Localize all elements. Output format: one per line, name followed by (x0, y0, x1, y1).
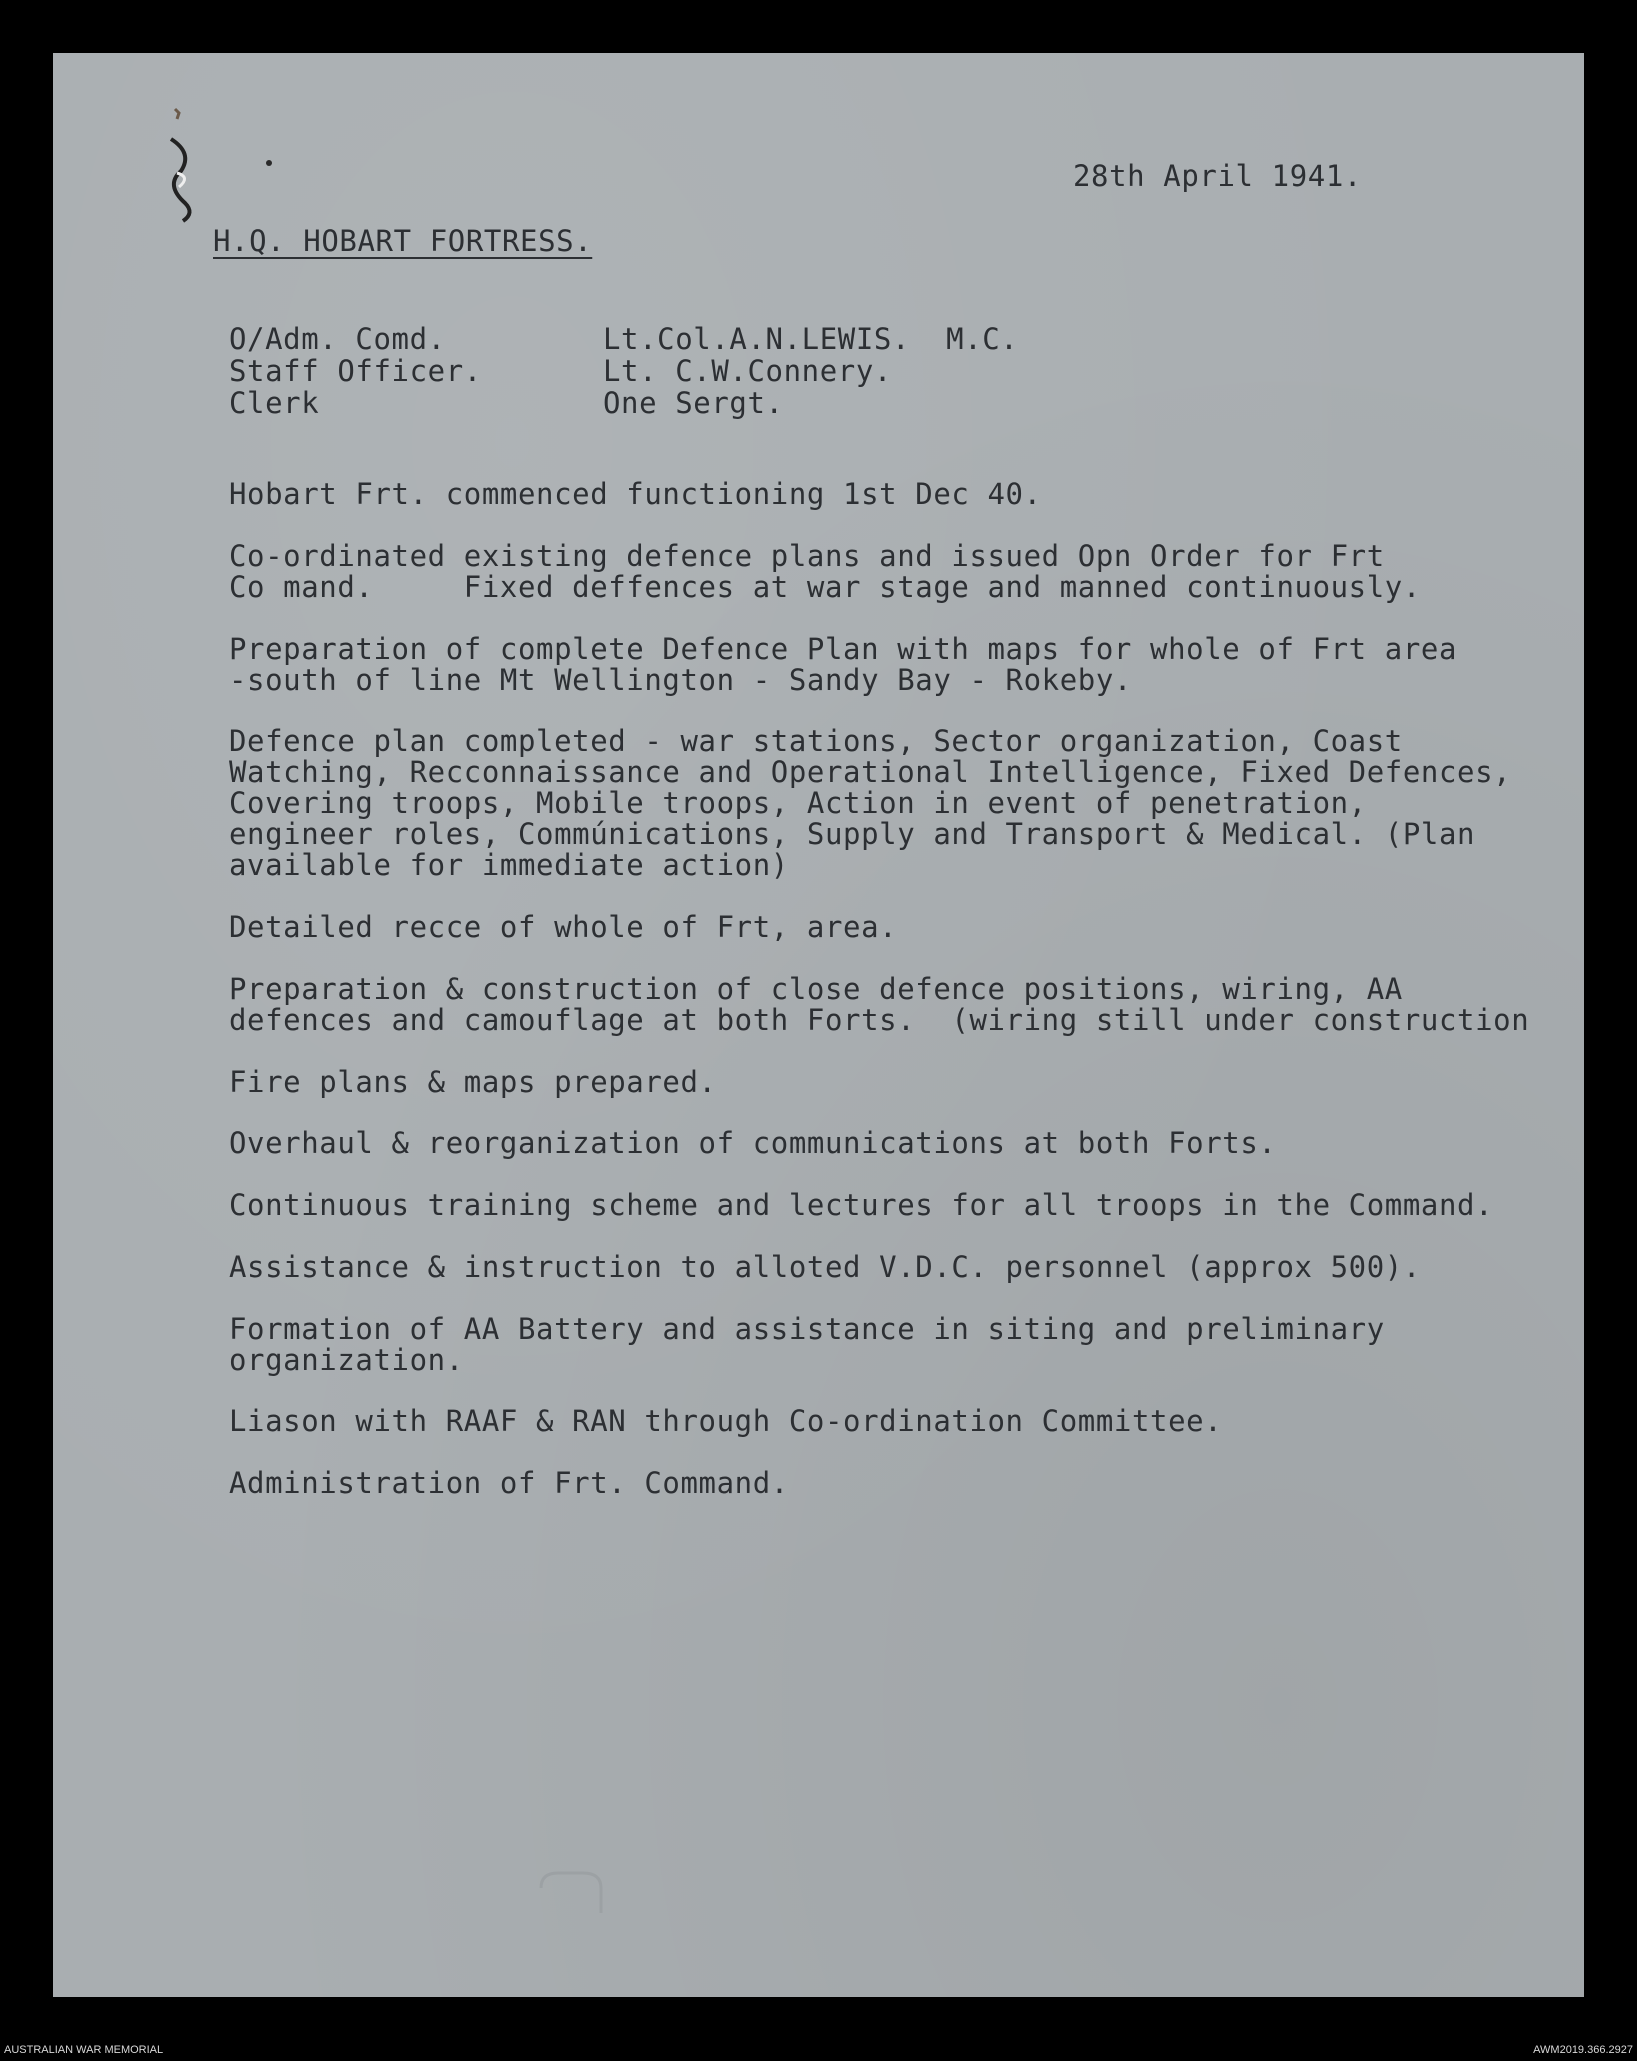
rust-spot (175, 109, 179, 119)
staff-role-clerk: Clerk (229, 386, 320, 420)
paragraph-line: defences and camouflage at both Forts. (wiring still under construction (229, 1003, 1530, 1037)
paragraph-line: available for immediate action) (229, 848, 789, 882)
paragraph-line: Watching, Recconnaissance and Operational Intelligence, Fixed Defences, (229, 755, 1512, 789)
staff-name-clerk: One Sergt. (603, 386, 784, 420)
paragraph-line: Defence plan completed - war stations, Sector organization, Coast (229, 724, 1403, 758)
paragraph-line: Liason with RAAF & RAN through Co-ordination Committee. (229, 1404, 1223, 1438)
paragraph-line: Covering troops, Mobile troops, Action in event of penetration, (229, 786, 1367, 820)
paragraph-line: -south of line Mt Wellington - Sandy Bay - Rokeby. (229, 663, 1132, 697)
paragraph-line: Co-ordinated existing defence plans and issued Opn Order for Frt (229, 539, 1385, 573)
paragraph-line: Administration of Frt. Command. (229, 1466, 789, 1500)
paragraph-line: Assistance & instruction to alloted V.D.C. personnel (approx 500). (229, 1250, 1421, 1284)
footer-credit: AUSTRALIAN WAR MEMORIAL (4, 2044, 164, 2056)
staff-role-commander: O/Adm. Comd. (229, 322, 446, 356)
staff-name-officer: Lt. C.W.Connery. (603, 354, 892, 388)
document-date: 28th April 1941. (1073, 159, 1362, 193)
paragraph-line: Preparation of complete Defence Plan with maps for whole of Frt area (229, 632, 1458, 666)
ink-speck (266, 160, 272, 166)
faint-stamp-mark (541, 1873, 601, 1913)
paragraph-line: Overhaul & reorganization of communications at both Forts. (229, 1126, 1277, 1160)
paragraph-line: Preparation & construction of close defence positions, wiring, AA (229, 972, 1403, 1006)
document-page (53, 53, 1584, 1997)
paragraph-line: Fire plans & maps prepared. (229, 1065, 717, 1099)
staple-hole-mark (171, 139, 190, 221)
document-heading: H.Q. HOBART FORTRESS. (213, 224, 593, 258)
paragraph-line: Detailed recce of whole of Frt, area. (229, 910, 898, 944)
footer-accession-number: AWM2019.366.2927 (1533, 2044, 1633, 2056)
staff-name-commander: Lt.Col.A.N.LEWIS. M.C. (603, 322, 1019, 356)
staff-role-officer: Staff Officer. (229, 354, 482, 388)
paragraph-line: engineer roles, Commúnications, Supply and Transport & Medical. (Plan (229, 817, 1476, 851)
paragraph-line: Formation of AA Battery and assistance in siting and preliminary (229, 1312, 1385, 1346)
paragraph-line: Continuous training scheme and lectures for all troops in the Command. (229, 1188, 1494, 1222)
paragraph-line: organization. (229, 1343, 464, 1377)
paragraph-line: Hobart Frt. commenced functioning 1st Dec 40. (229, 477, 1042, 511)
paragraph-line: Co mand. Fixed deffences at war stage and manned continuously. (229, 570, 1421, 604)
